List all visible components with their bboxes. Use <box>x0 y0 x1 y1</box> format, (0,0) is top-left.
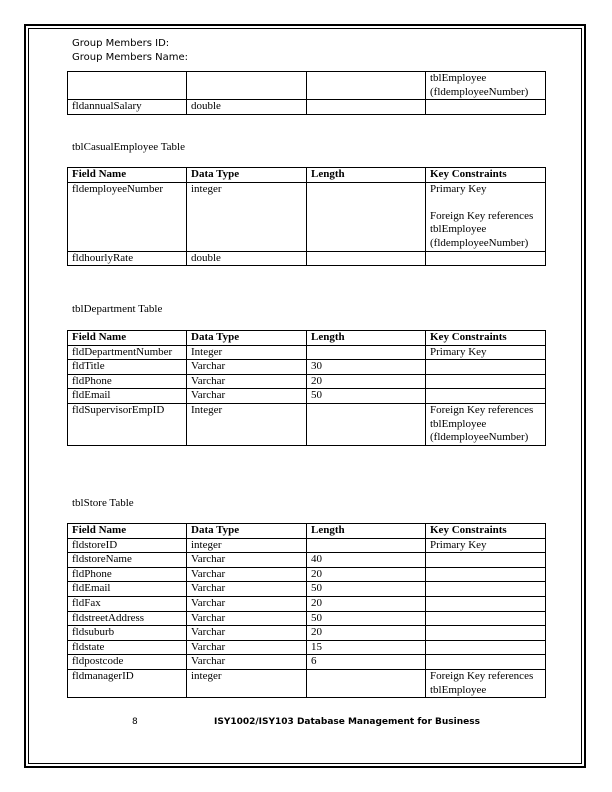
table-row <box>68 567 546 582</box>
key-constraints-cell: Primary Key <box>426 345 546 360</box>
data-type-cell: Integer <box>187 345 307 360</box>
table-row <box>68 553 546 568</box>
field-name-cell: fldEmail <box>68 389 187 404</box>
length-cell: 20 <box>307 374 426 389</box>
page-header <box>72 37 188 65</box>
field-name-cell: fldFax <box>68 596 187 611</box>
key-constraints-cell <box>426 626 546 641</box>
table-row <box>68 669 546 697</box>
key-constraints-cell <box>426 582 546 597</box>
field-name-cell: fldTitle <box>68 360 187 375</box>
column-header: Field Name <box>68 168 187 183</box>
column-header: Data Type <box>187 331 307 346</box>
key-constraints-cell <box>426 596 546 611</box>
length-cell: 20 <box>307 567 426 582</box>
field-name-cell: fldemployeeNumber <box>68 182 187 251</box>
data-type-cell: Varchar <box>187 611 307 626</box>
data-type-cell: Varchar <box>187 626 307 641</box>
key-constraints-cell <box>426 182 546 251</box>
field-name-cell: fldhourlyRate <box>68 251 187 266</box>
table-row <box>68 538 546 553</box>
department-table <box>67 330 546 446</box>
data-type-cell: integer <box>187 182 307 251</box>
column-header: Length <box>307 168 426 183</box>
length-cell <box>307 251 426 266</box>
data-type-cell: Integer <box>187 403 307 445</box>
page-number: 8 <box>132 717 138 727</box>
length-cell: 20 <box>307 626 426 641</box>
casual-employee-table <box>67 167 546 266</box>
field-name-cell: fldstoreID <box>68 538 187 553</box>
table-row <box>68 389 546 404</box>
field-name-cell: fldDepartmentNumber <box>68 345 187 360</box>
data-type-cell: Varchar <box>187 582 307 597</box>
length-cell: 50 <box>307 389 426 404</box>
key-constraints-cell <box>426 100 546 115</box>
column-header: Data Type <box>187 524 307 539</box>
key-constraints-cell <box>426 640 546 655</box>
data-type-cell: Varchar <box>187 389 307 404</box>
table-row <box>68 655 546 670</box>
data-type-cell: integer <box>187 669 307 697</box>
data-type-cell: Varchar <box>187 640 307 655</box>
data-type-cell: Varchar <box>187 374 307 389</box>
key-constraints-cell <box>426 251 546 266</box>
table-row <box>68 251 546 266</box>
footer-course-title: ISY1002/ISY103 Database Management for Business <box>214 717 480 727</box>
length-cell <box>307 182 426 251</box>
field-name-cell: fldsuburb <box>68 626 187 641</box>
key-constraints-cell: Primary Key <box>426 538 546 553</box>
key-constraints-cell <box>426 389 546 404</box>
length-cell <box>307 669 426 697</box>
data-type-cell: Varchar <box>187 553 307 568</box>
key-constraints-cell <box>426 655 546 670</box>
key-constraints-cell: Foreign Key references tblEmployee <box>426 669 546 697</box>
length-cell <box>307 538 426 553</box>
length-cell: 50 <box>307 611 426 626</box>
field-name-cell <box>68 72 187 100</box>
data-type-cell: Varchar <box>187 596 307 611</box>
length-cell <box>307 72 426 100</box>
table-row <box>68 360 546 375</box>
data-type-cell: Varchar <box>187 655 307 670</box>
data-type-cell: Varchar <box>187 567 307 582</box>
field-name-cell: fldmanagerID <box>68 669 187 697</box>
field-name-cell: fldSupervisorEmpID <box>68 403 187 445</box>
column-header: Key Constraints <box>426 331 546 346</box>
data-type-cell: integer <box>187 538 307 553</box>
table-row <box>68 100 546 115</box>
department-table-title: tblDepartment Table <box>72 303 163 315</box>
group-members-id: Group Members ID: <box>72 38 170 49</box>
table-row <box>68 374 546 389</box>
data-type-cell: double <box>187 100 307 115</box>
key-constraints-cell <box>426 553 546 568</box>
column-header: Key Constraints <box>426 524 546 539</box>
field-name-cell: fldPhone <box>68 374 187 389</box>
field-name-cell: fldPhone <box>68 567 187 582</box>
table-header-row <box>68 331 546 346</box>
length-cell: 6 <box>307 655 426 670</box>
column-header: Field Name <box>68 524 187 539</box>
field-name-cell: fldEmail <box>68 582 187 597</box>
length-cell <box>307 403 426 445</box>
data-type-cell <box>187 72 307 100</box>
data-type-cell: double <box>187 251 307 266</box>
column-header: Key Constraints <box>426 168 546 183</box>
field-name-cell: fldannualSalary <box>68 100 187 115</box>
table-row <box>68 596 546 611</box>
length-cell <box>307 100 426 115</box>
key-constraints-cell <box>426 374 546 389</box>
key-constraints-cell: Foreign Key references tblEmployee (fldemployeeNumber) <box>426 403 546 445</box>
length-cell: 40 <box>307 553 426 568</box>
table-row <box>68 72 546 100</box>
length-cell: 15 <box>307 640 426 655</box>
column-header: Field Name <box>68 331 187 346</box>
table-row <box>68 403 546 445</box>
key-constraints-cell <box>426 611 546 626</box>
store-table <box>67 523 546 698</box>
field-name-cell: fldpostcode <box>68 655 187 670</box>
employee-table-continued <box>67 71 546 115</box>
column-header: Length <box>307 524 426 539</box>
length-cell <box>307 345 426 360</box>
group-members-name: Group Members Name: <box>72 52 189 63</box>
field-name-cell: fldstate <box>68 640 187 655</box>
length-cell: 20 <box>307 596 426 611</box>
casual-employee-table-title: tblCasualEmployee Table <box>72 141 185 153</box>
primary-key-text: Primary Key <box>430 182 487 195</box>
field-name-cell: fldstoreName <box>68 553 187 568</box>
length-cell: 50 <box>307 582 426 597</box>
table-row <box>68 345 546 360</box>
table-row <box>68 582 546 597</box>
foreign-key-text: Foreign Key references tblEmployee (fldemployeeNumber) <box>430 209 534 249</box>
key-constraints-cell: tblEmployee (fldemployeeNumber) <box>426 72 546 100</box>
table-row <box>68 640 546 655</box>
table-row <box>68 611 546 626</box>
field-name-cell: fldstreetAddress <box>68 611 187 626</box>
data-type-cell: Varchar <box>187 360 307 375</box>
table-row <box>68 626 546 641</box>
table-row <box>68 182 546 251</box>
length-cell: 30 <box>307 360 426 375</box>
table-header-row <box>68 524 546 539</box>
key-constraints-cell <box>426 360 546 375</box>
store-table-title: tblStore Table <box>72 497 134 509</box>
table-header-row <box>68 168 546 183</box>
column-header: Data Type <box>187 168 307 183</box>
key-constraints-cell <box>426 567 546 582</box>
column-header: Length <box>307 331 426 346</box>
